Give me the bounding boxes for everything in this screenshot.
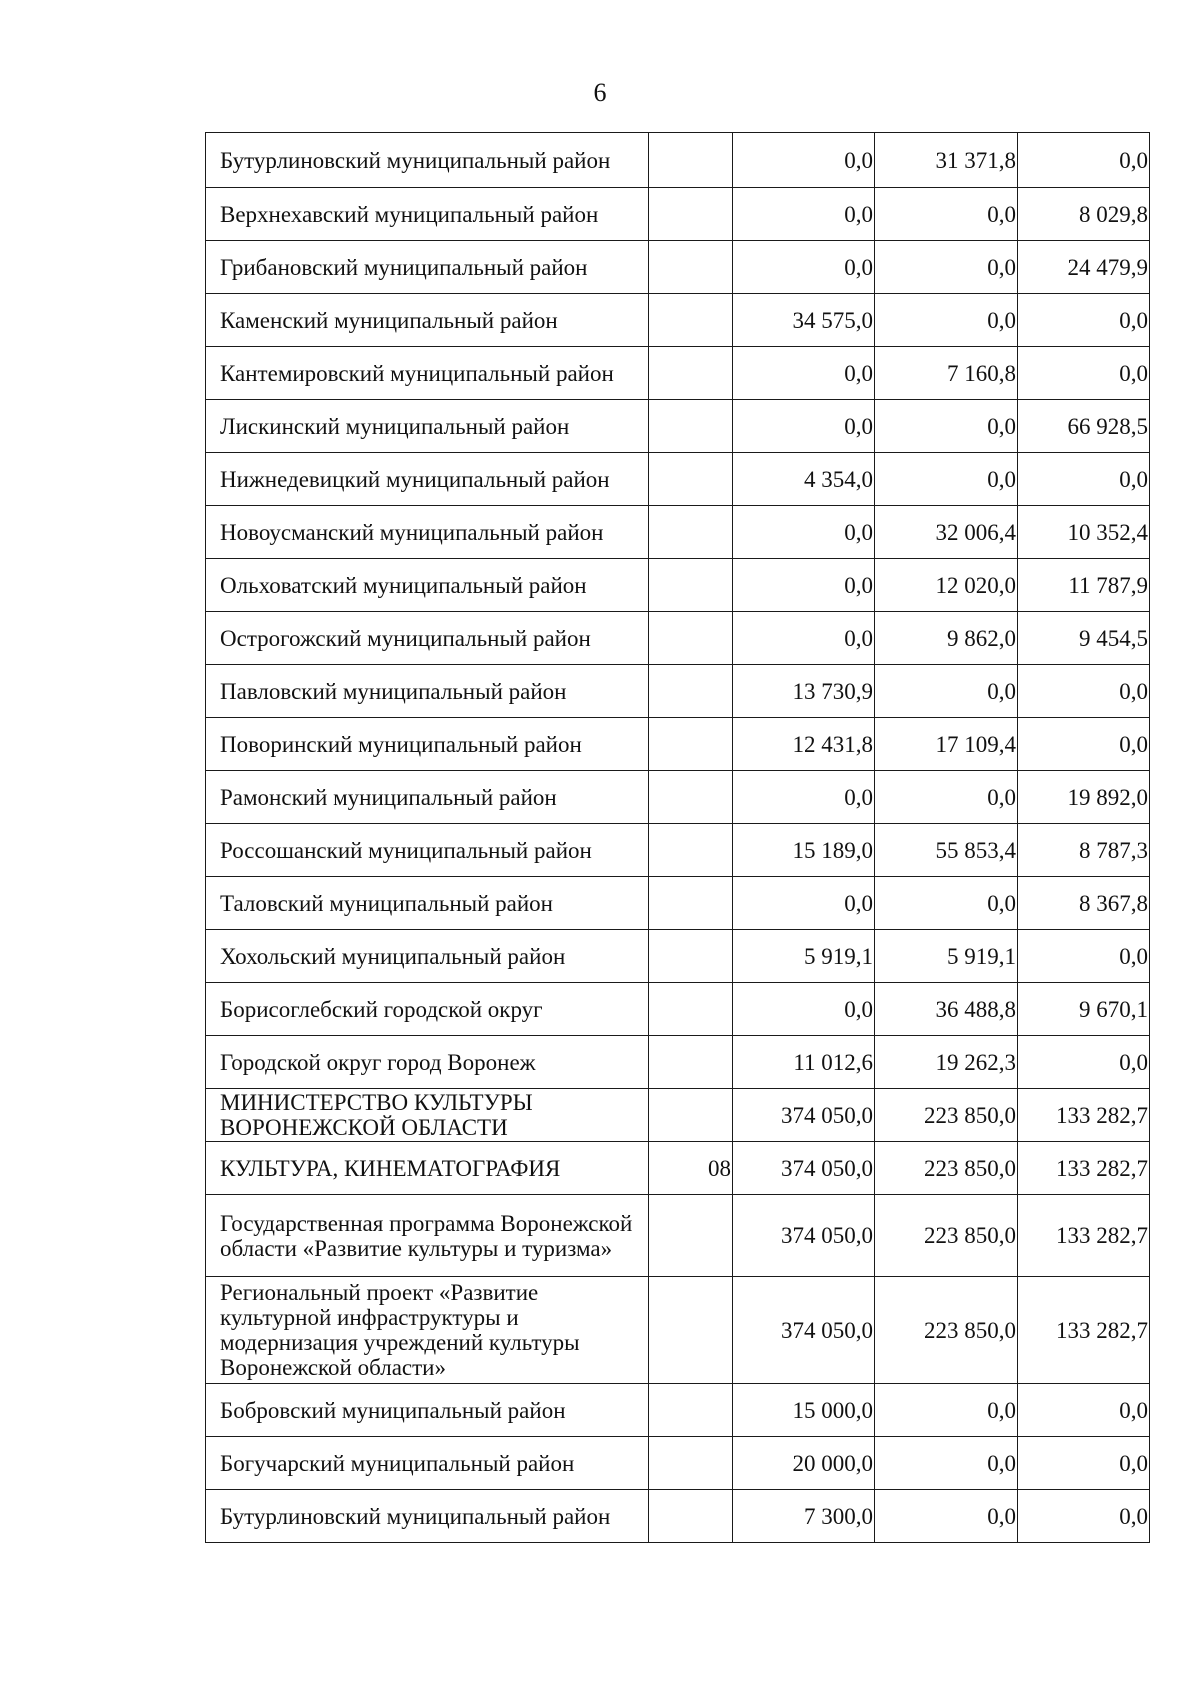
- table-row: [206, 506, 1150, 559]
- row-value-1-cell: 0,0: [733, 133, 875, 188]
- row-value-2-cell: 5 919,1: [875, 930, 1018, 983]
- table-row: [206, 1277, 1150, 1384]
- row-value-2-cell: 0,0: [875, 188, 1018, 241]
- table-row: [206, 1089, 1150, 1142]
- row-value-1-cell: 374 050,0: [733, 1195, 875, 1277]
- budget-table: [205, 132, 1150, 1543]
- row-value-2-cell: 7 160,8: [875, 347, 1018, 400]
- table-row: [206, 294, 1150, 347]
- row-code-cell: [649, 241, 733, 294]
- row-value-1-cell: 0,0: [733, 241, 875, 294]
- row-name-cell: Богучарский муниципальный район: [206, 1437, 649, 1490]
- budget-table-body: [206, 133, 1150, 1543]
- row-code-cell: [649, 294, 733, 347]
- row-value-2-cell: 19 262,3: [875, 1036, 1018, 1089]
- row-value-1-cell: 11 012,6: [733, 1036, 875, 1089]
- row-value-1-cell: 34 575,0: [733, 294, 875, 347]
- row-value-1-cell: 0,0: [733, 771, 875, 824]
- row-value-1-cell: 0,0: [733, 400, 875, 453]
- row-name-cell: Острогожский муниципальный район: [206, 612, 649, 665]
- row-name-cell: Государственная программа Воронежской области «Развитие культуры и туризма»: [206, 1195, 649, 1277]
- row-name-cell: Нижнедевицкий муниципальный район: [206, 453, 649, 506]
- row-value-2-cell: 0,0: [875, 400, 1018, 453]
- table-row: [206, 559, 1150, 612]
- row-value-1-cell: 0,0: [733, 612, 875, 665]
- table-row: [206, 1384, 1150, 1437]
- table-row: [206, 188, 1150, 241]
- row-value-2-cell: 223 850,0: [875, 1277, 1018, 1384]
- row-code-cell: [649, 877, 733, 930]
- row-value-3-cell: 0,0: [1018, 665, 1150, 718]
- row-value-3-cell: 0,0: [1018, 453, 1150, 506]
- row-value-3-cell: 10 352,4: [1018, 506, 1150, 559]
- row-value-3-cell: 66 928,5: [1018, 400, 1150, 453]
- row-name-cell: Хохольский муниципальный район: [206, 930, 649, 983]
- row-value-2-cell: 0,0: [875, 1437, 1018, 1490]
- row-name-cell: Павловский муниципальный район: [206, 665, 649, 718]
- row-code-cell: [649, 983, 733, 1036]
- table-row: [206, 453, 1150, 506]
- row-value-3-cell: 9 454,5: [1018, 612, 1150, 665]
- row-value-2-cell: 55 853,4: [875, 824, 1018, 877]
- row-value-2-cell: 0,0: [875, 1384, 1018, 1437]
- row-value-2-cell: 0,0: [875, 294, 1018, 347]
- row-value-2-cell: 0,0: [875, 241, 1018, 294]
- row-value-1-cell: 5 919,1: [733, 930, 875, 983]
- row-value-3-cell: 0,0: [1018, 930, 1150, 983]
- row-value-2-cell: 223 850,0: [875, 1142, 1018, 1195]
- table-row: [206, 824, 1150, 877]
- row-value-1-cell: 0,0: [733, 877, 875, 930]
- table-row: [206, 1490, 1150, 1543]
- row-code-cell: [649, 1195, 733, 1277]
- row-value-1-cell: 12 431,8: [733, 718, 875, 771]
- row-name-cell: Таловский муниципальный район: [206, 877, 649, 930]
- row-code-cell: [649, 824, 733, 877]
- row-value-3-cell: 0,0: [1018, 347, 1150, 400]
- row-value-1-cell: 0,0: [733, 559, 875, 612]
- row-name-cell: Россошанский муниципальный район: [206, 824, 649, 877]
- row-value-2-cell: 31 371,8: [875, 133, 1018, 188]
- table-row: [206, 133, 1150, 188]
- row-code-cell: [649, 506, 733, 559]
- row-name-cell: Лискинский муниципальный район: [206, 400, 649, 453]
- row-code-cell: 08: [649, 1142, 733, 1195]
- row-value-1-cell: 7 300,0: [733, 1490, 875, 1543]
- row-name-cell: Кантемировский муниципальный район: [206, 347, 649, 400]
- row-code-cell: [649, 1384, 733, 1437]
- row-code-cell: [649, 718, 733, 771]
- row-code-cell: [649, 930, 733, 983]
- row-value-2-cell: 9 862,0: [875, 612, 1018, 665]
- row-name-cell: Бутурлиновский муниципальный район: [206, 133, 649, 188]
- row-value-2-cell: 0,0: [875, 665, 1018, 718]
- row-code-cell: [649, 347, 733, 400]
- table-row: [206, 1195, 1150, 1277]
- row-name-cell: Каменский муниципальный район: [206, 294, 649, 347]
- row-value-3-cell: 0,0: [1018, 1490, 1150, 1543]
- row-value-1-cell: 0,0: [733, 347, 875, 400]
- table-row: [206, 347, 1150, 400]
- row-name-cell: Верхнехавский муниципальный район: [206, 188, 649, 241]
- row-value-2-cell: 32 006,4: [875, 506, 1018, 559]
- table-row: [206, 612, 1150, 665]
- table-row: [206, 771, 1150, 824]
- row-value-2-cell: 223 850,0: [875, 1195, 1018, 1277]
- table-row: [206, 241, 1150, 294]
- row-name-cell: КУЛЬТУРА, КИНЕМАТОГРАФИЯ: [206, 1142, 649, 1195]
- row-value-2-cell: 223 850,0: [875, 1089, 1018, 1142]
- row-value-3-cell: 19 892,0: [1018, 771, 1150, 824]
- row-value-2-cell: 0,0: [875, 1490, 1018, 1543]
- table-row: [206, 665, 1150, 718]
- table-row: [206, 400, 1150, 453]
- row-value-3-cell: 0,0: [1018, 294, 1150, 347]
- row-value-1-cell: 15 000,0: [733, 1384, 875, 1437]
- row-code-cell: [649, 1036, 733, 1089]
- row-name-cell: МИНИСТЕРСТВО КУЛЬТУРЫ ВОРОНЕЖСКОЙ ОБЛАСТИ: [206, 1089, 649, 1142]
- row-value-1-cell: 374 050,0: [733, 1277, 875, 1384]
- row-code-cell: [649, 1490, 733, 1543]
- row-value-1-cell: 374 050,0: [733, 1089, 875, 1142]
- table-row: [206, 983, 1150, 1036]
- row-code-cell: [649, 400, 733, 453]
- table-row: [206, 1437, 1150, 1490]
- row-name-cell: Ольховатский муниципальный район: [206, 559, 649, 612]
- row-value-3-cell: 9 670,1: [1018, 983, 1150, 1036]
- row-value-3-cell: 133 282,7: [1018, 1089, 1150, 1142]
- row-value-3-cell: 133 282,7: [1018, 1142, 1150, 1195]
- row-value-1-cell: 4 354,0: [733, 453, 875, 506]
- row-value-3-cell: 0,0: [1018, 1437, 1150, 1490]
- row-code-cell: [649, 771, 733, 824]
- row-value-3-cell: 0,0: [1018, 718, 1150, 771]
- row-code-cell: [649, 133, 733, 188]
- row-value-2-cell: 36 488,8: [875, 983, 1018, 1036]
- row-code-cell: [649, 1277, 733, 1384]
- row-value-2-cell: 0,0: [875, 771, 1018, 824]
- row-value-3-cell: 24 479,9: [1018, 241, 1150, 294]
- table-row: [206, 718, 1150, 771]
- row-value-1-cell: 0,0: [733, 506, 875, 559]
- row-code-cell: [649, 612, 733, 665]
- row-code-cell: [649, 559, 733, 612]
- row-value-3-cell: 0,0: [1018, 133, 1150, 188]
- table-row: [206, 1036, 1150, 1089]
- row-value-1-cell: 13 730,9: [733, 665, 875, 718]
- row-code-cell: [649, 1437, 733, 1490]
- row-code-cell: [649, 453, 733, 506]
- row-value-1-cell: 15 189,0: [733, 824, 875, 877]
- page-number: 6: [593, 78, 607, 107]
- row-name-cell: Региональный проект «Развитие культурной инфраструктуры и модернизация учреждений культуры Воронежской области»: [206, 1277, 649, 1384]
- table-row: [206, 1142, 1150, 1195]
- row-value-2-cell: 0,0: [875, 453, 1018, 506]
- row-value-1-cell: 374 050,0: [733, 1142, 875, 1195]
- row-name-cell: Городской округ город Воронеж: [206, 1036, 649, 1089]
- row-value-1-cell: 0,0: [733, 188, 875, 241]
- table-row: [206, 930, 1150, 983]
- row-value-3-cell: 8 029,8: [1018, 188, 1150, 241]
- row-value-3-cell: 133 282,7: [1018, 1195, 1150, 1277]
- row-value-1-cell: 0,0: [733, 983, 875, 1036]
- row-value-3-cell: 0,0: [1018, 1036, 1150, 1089]
- row-code-cell: [649, 1089, 733, 1142]
- row-value-2-cell: 12 020,0: [875, 559, 1018, 612]
- row-name-cell: Бобровский муниципальный район: [206, 1384, 649, 1437]
- row-value-2-cell: 17 109,4: [875, 718, 1018, 771]
- row-value-3-cell: 8 367,8: [1018, 877, 1150, 930]
- row-value-1-cell: 20 000,0: [733, 1437, 875, 1490]
- row-name-cell: Бутурлиновский муниципальный район: [206, 1490, 649, 1543]
- row-value-3-cell: 0,0: [1018, 1384, 1150, 1437]
- row-value-2-cell: 0,0: [875, 877, 1018, 930]
- row-code-cell: [649, 188, 733, 241]
- row-name-cell: Новоусманский муниципальный район: [206, 506, 649, 559]
- row-name-cell: Поворинский муниципальный район: [206, 718, 649, 771]
- table-row: [206, 877, 1150, 930]
- row-name-cell: Рамонский муниципальный район: [206, 771, 649, 824]
- row-name-cell: Борисоглебский городской округ: [206, 983, 649, 1036]
- row-name-cell: Грибановский муниципальный район: [206, 241, 649, 294]
- row-value-3-cell: 133 282,7: [1018, 1277, 1150, 1384]
- row-value-3-cell: 8 787,3: [1018, 824, 1150, 877]
- row-code-cell: [649, 665, 733, 718]
- row-value-3-cell: 11 787,9: [1018, 559, 1150, 612]
